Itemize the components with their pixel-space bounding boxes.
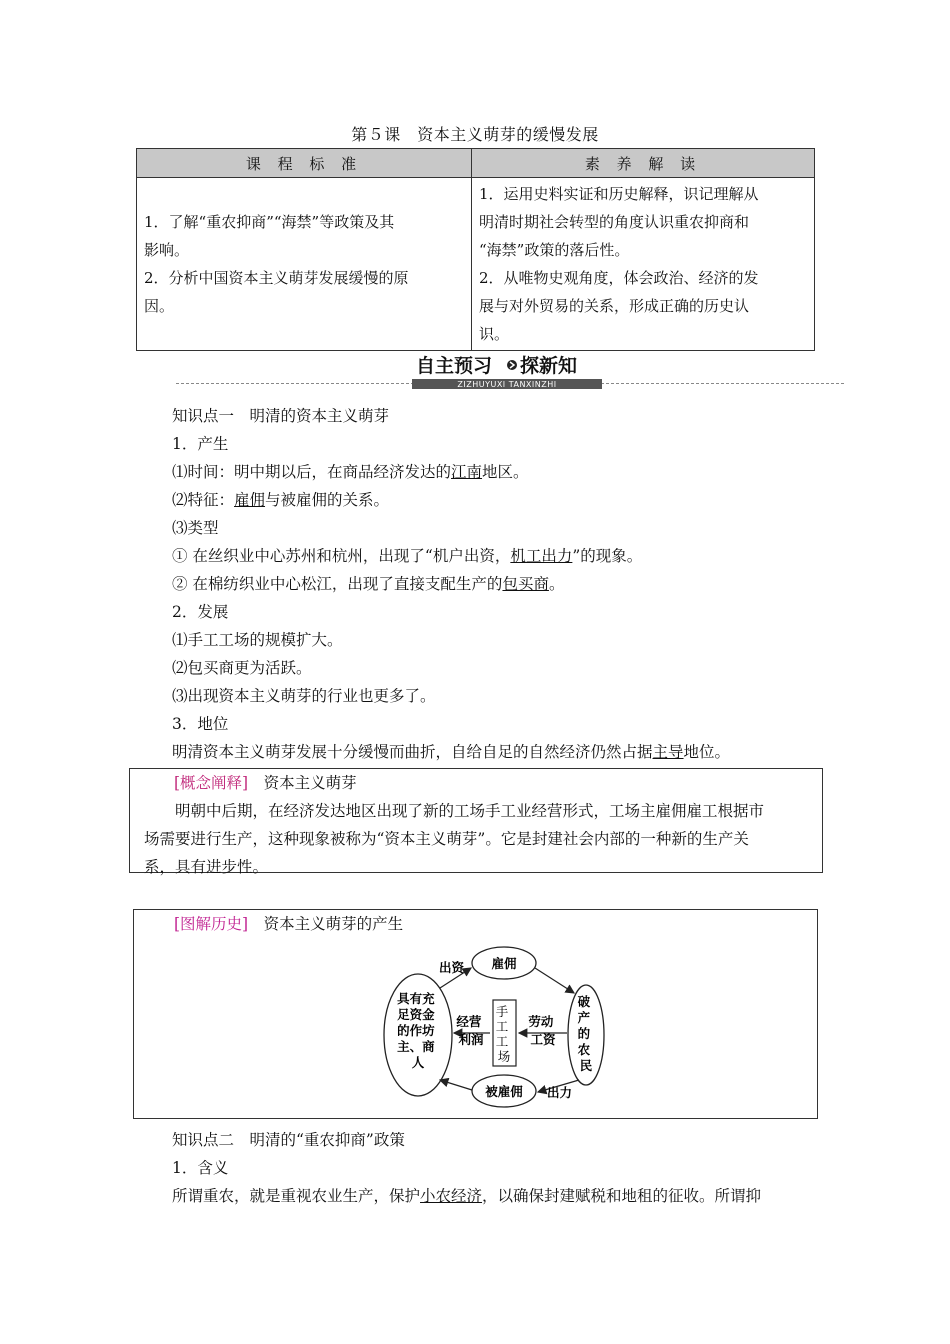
- kp1-type-2: ② 在棉纺织业中心松江，出现了直接支配生产的包买商。: [172, 575, 565, 593]
- banner-title-2: 探新知: [520, 355, 578, 377]
- kp1-time: ⑴时间：明中期以后，在商品经济发达的江南地区。: [172, 463, 529, 481]
- diagram: [134, 938, 817, 1118]
- concept-body: 明朝中后期，在经济发达地区出现了新的工场手工业经营形式，工场主雇佣雇工根据市 场需要进行生产，这种现象被称为“资本主义萌芽”。它是封建社会内部的一种新的生产关 系，具有进步性。: [144, 802, 765, 876]
- node-employ-label: 雇佣: [491, 956, 517, 971]
- concept-title: 资本主义萌芽: [263, 774, 357, 792]
- label-labor-wage: 劳动 工资: [528, 1014, 556, 1047]
- diagram-heading: [134, 910, 817, 938]
- node-capitalists-label: 具有充 足资金 的作坊 主、商 人: [397, 991, 435, 1070]
- diagram-title: 资本主义萌芽的产生: [263, 915, 404, 933]
- literacy-line: 明清时期社会转型的角度认识重农抑商和: [479, 213, 750, 231]
- standards-table: [136, 148, 815, 351]
- node-workshop-label: 手 工 工 场: [495, 1004, 511, 1064]
- kp1-heading: 知识点一 明清的资本主义萌芽: [172, 407, 390, 425]
- literacy-cell: [472, 178, 815, 351]
- literacy-header: 素 养 解 读: [472, 149, 815, 178]
- kp2-meaning: 所谓重农，就是重视农业生产，保护小农经济，以确保封建赋税和地租的征收。所谓抑: [172, 1187, 762, 1205]
- standards-line: 影响。: [144, 241, 190, 259]
- standards-cell: [137, 178, 472, 351]
- standards-line: 2．分析中国资本主义萌芽发展缓慢的原: [144, 269, 409, 287]
- label-labor-out: 出力: [547, 1085, 573, 1100]
- banner-title: 自主预习: [416, 355, 493, 377]
- diagram-tag: [图解历史]: [174, 915, 249, 933]
- concept-heading: [130, 769, 822, 797]
- kp2-heading: 知识点二 明清的“重农抑商”政策: [172, 1131, 405, 1149]
- node-peasants-label: 破 产 的 农 民: [577, 994, 593, 1073]
- literacy-line: 1．运用史料实证和历史解释，识记理解从: [479, 185, 759, 203]
- section-banner: [412, 350, 602, 390]
- label-manage: 经营 利润: [456, 1014, 484, 1047]
- kp1-dev-2: ⑵包买商更为活跃。: [172, 659, 312, 677]
- kp1-dev-1: ⑴手工工场的规模扩大。: [172, 631, 343, 649]
- diagram-box: [133, 909, 818, 1119]
- literacy-line: 识。: [479, 325, 510, 343]
- kp1-s1: 1．产生: [172, 435, 229, 453]
- literacy-line: “海禁”政策的落后性。: [479, 241, 630, 259]
- concept-tag: [概念阐释]: [174, 774, 249, 792]
- banner-arrow-icon: [507, 360, 517, 370]
- kp1-feature: ⑵特征：雇佣与被雇佣的关系。: [172, 491, 390, 509]
- kp1-dev-3: ⑶出现资本主义萌芽的行业也更多了。: [172, 687, 436, 705]
- literacy-line: 展与对外贸易的关系，形成正确的历史认: [479, 297, 750, 315]
- kp1-status: 明清资本主义萌芽发展十分缓慢而曲折，自给自足的自然经济仍然占据主导地位。: [172, 743, 731, 761]
- standards-line: 因。: [144, 297, 175, 315]
- standards-header: 课 程 标 准: [137, 149, 472, 178]
- standards-line: 1．了解“重农抑商”“海禁”等政策及其: [144, 213, 395, 231]
- arrow-to-capitalists: [440, 1080, 472, 1090]
- concept-box: [129, 768, 823, 876]
- kp1-type-1: ① 在丝织业中心苏州和杭州，出现了“机户出资，机工出力”的现象。: [172, 547, 643, 565]
- literacy-line: 2．从唯物史观角度，体会政治、经济的发: [479, 269, 759, 287]
- kp1-s2: 2．发展: [172, 603, 229, 621]
- kp1-s3: 3．地位: [172, 715, 229, 733]
- node-employed-label: 被雇佣: [485, 1084, 523, 1099]
- kp1-type: ⑶类型: [172, 519, 219, 537]
- lesson-title: 第５课 资本主义萌芽的缓慢发展: [351, 125, 599, 144]
- label-capital: 出资: [439, 960, 465, 975]
- arrow-to-peasants: [535, 968, 574, 993]
- banner-subtitle: ZIZHUYUXI TANXINZHI: [457, 380, 557, 389]
- kp2-s1: 1．含义: [172, 1159, 229, 1177]
